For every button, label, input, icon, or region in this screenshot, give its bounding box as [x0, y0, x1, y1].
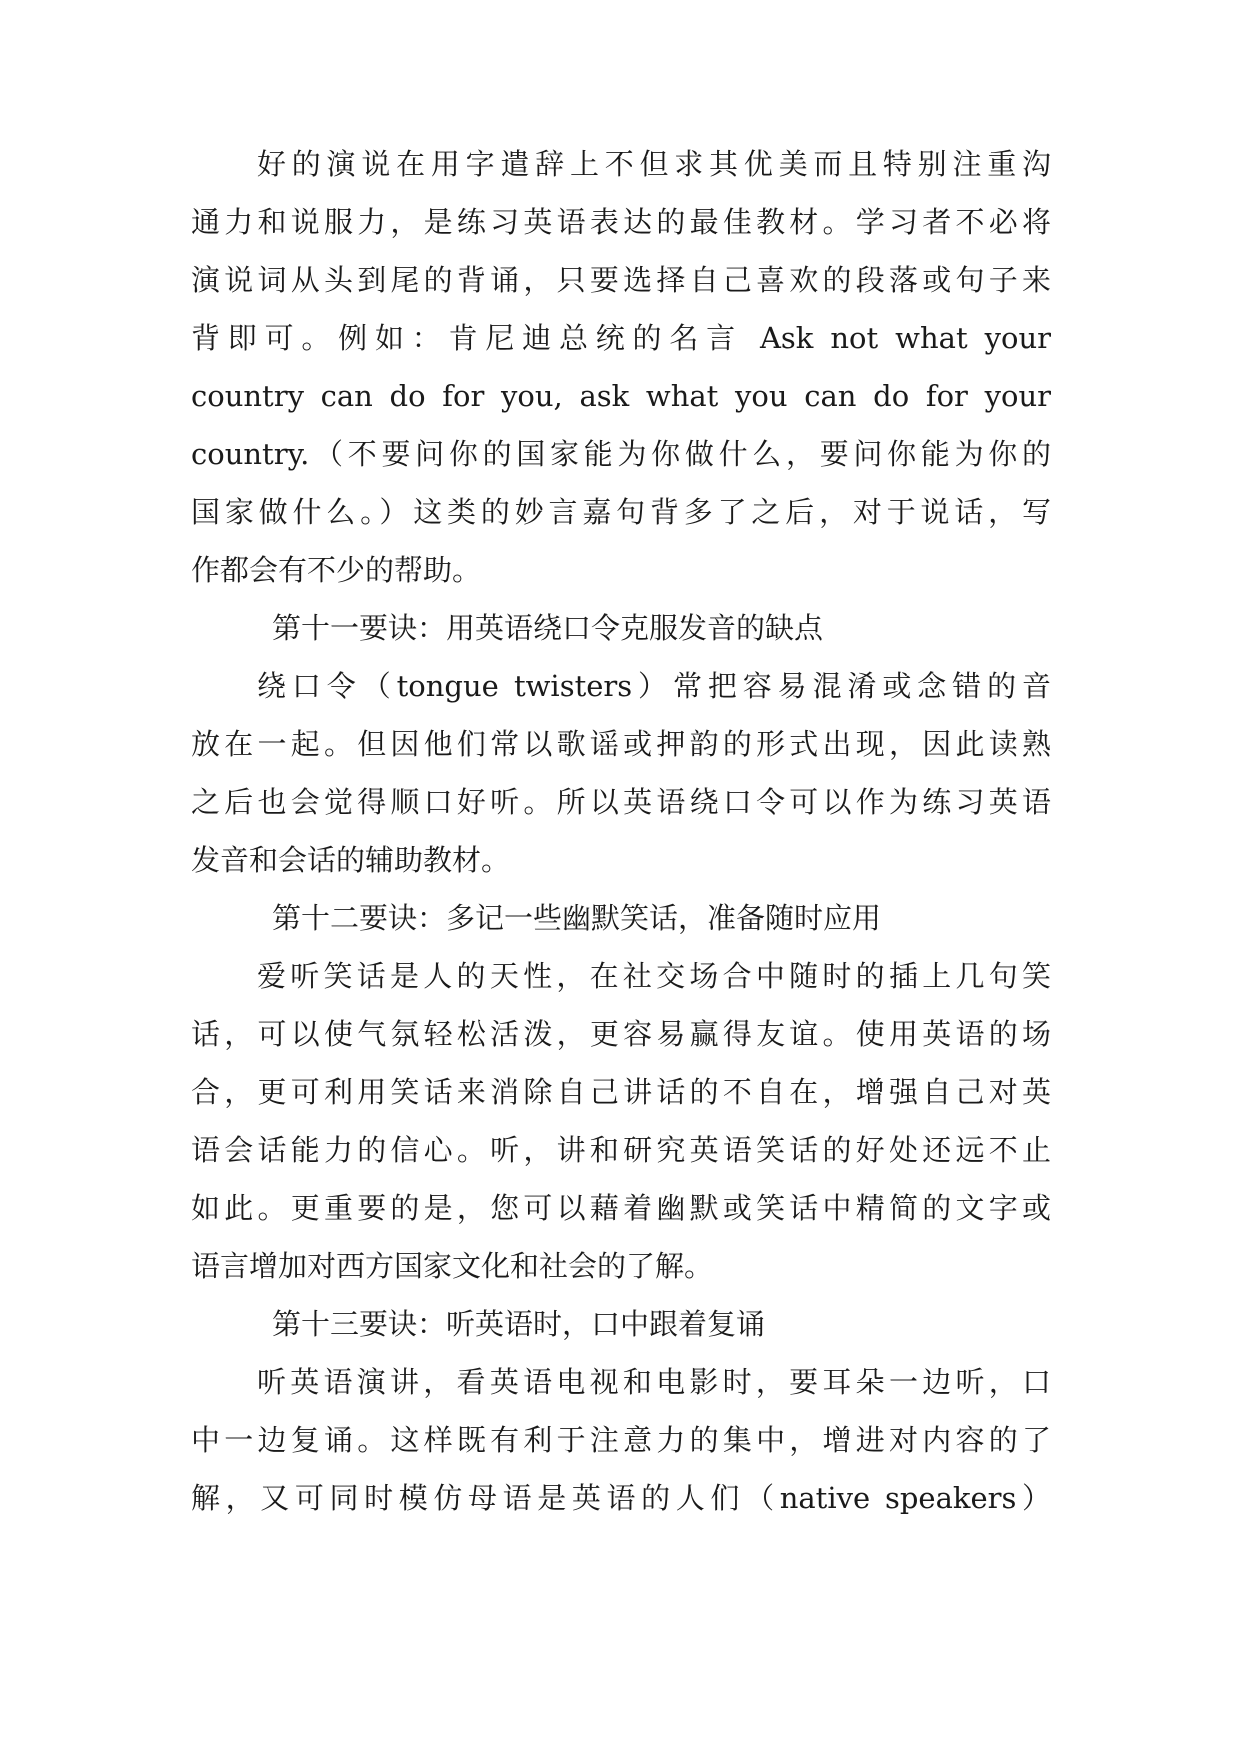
section-heading-11: 第十一要诀：用英语绕口令克服发音的缺点 — [272, 611, 824, 645]
paragraph-3-line-5: 如此。更重要的是，您可以藉着幽默或笑话中精简的文字或 — [191, 1191, 1051, 1225]
paragraph-2-line-1: 绕口令（tongue twisters）常把容易混淆或念错的音 — [257, 669, 1051, 703]
paragraph-3-line-2: 话，可以使气氛轻松活泼，更容易赢得友谊。使用英语的场 — [191, 1017, 1051, 1051]
paragraph-1-line-8: 作都会有不少的帮助。 — [191, 553, 482, 587]
paragraph-3-line-1: 爱听笑话是人的天性，在社交场合中随时的插上几句笑 — [257, 959, 1051, 993]
paragraph-3-line-3: 合，更可利用笑话来消除自己讲话的不自在，增强自己对英 — [191, 1075, 1051, 1109]
paragraph-1-line-5: country can do for you, ask what you can do for your — [191, 379, 1051, 413]
section-heading-13: 第十三要诀：听英语时，口中跟着复诵 — [272, 1307, 766, 1341]
paragraph-2-line-2: 放在一起。但因他们常以歌谣或押韵的形式出现，因此读熟 — [191, 727, 1051, 761]
paragraph-4-line-3: 解，又可同时模仿母语是英语的人们（native speakers） — [191, 1481, 1051, 1515]
paragraph-2-line-3: 之后也会觉得顺口好听。所以英语绕口令可以作为练习英语 — [191, 785, 1051, 819]
paragraph-1-line-2: 通力和说服力，是练习英语表达的最佳教材。学习者不必将 — [191, 205, 1051, 239]
paragraph-4-line-1: 听英语演讲，看英语电视和电影时，要耳朵一边听，口 — [257, 1365, 1051, 1399]
paragraph-1-line-6: country.（不要问你的国家能为你做什么，要问你能为你的 — [191, 437, 1051, 471]
paragraph-4-line-2: 中一边复诵。这样既有利于注意力的集中，增进对内容的了 — [191, 1423, 1051, 1457]
paragraph-1-line-1: 好的演说在用字遣辞上不但求其优美而且特别注重沟 — [257, 147, 1051, 181]
paragraph-3-line-6: 语言增加对西方国家文化和社会的了解。 — [191, 1249, 714, 1283]
paragraph-1-line-7: 国家做什么。）这类的妙言嘉句背多了之后，对于说话，写 — [191, 495, 1051, 529]
paragraph-1-line-4: 背即可。例如：肯尼迪总统的名言 Ask not what your — [191, 321, 1051, 355]
paragraph-1-line-3: 演说词从头到尾的背诵，只要选择自己喜欢的段落或句子来 — [191, 263, 1051, 297]
section-heading-12: 第十二要诀：多记一些幽默笑话，准备随时应用 — [272, 901, 882, 935]
paragraph-2-line-4: 发音和会话的辅助教材。 — [191, 843, 511, 877]
paragraph-3-line-4: 语会话能力的信心。听，讲和研究英语笑话的好处还远不止 — [191, 1133, 1051, 1167]
